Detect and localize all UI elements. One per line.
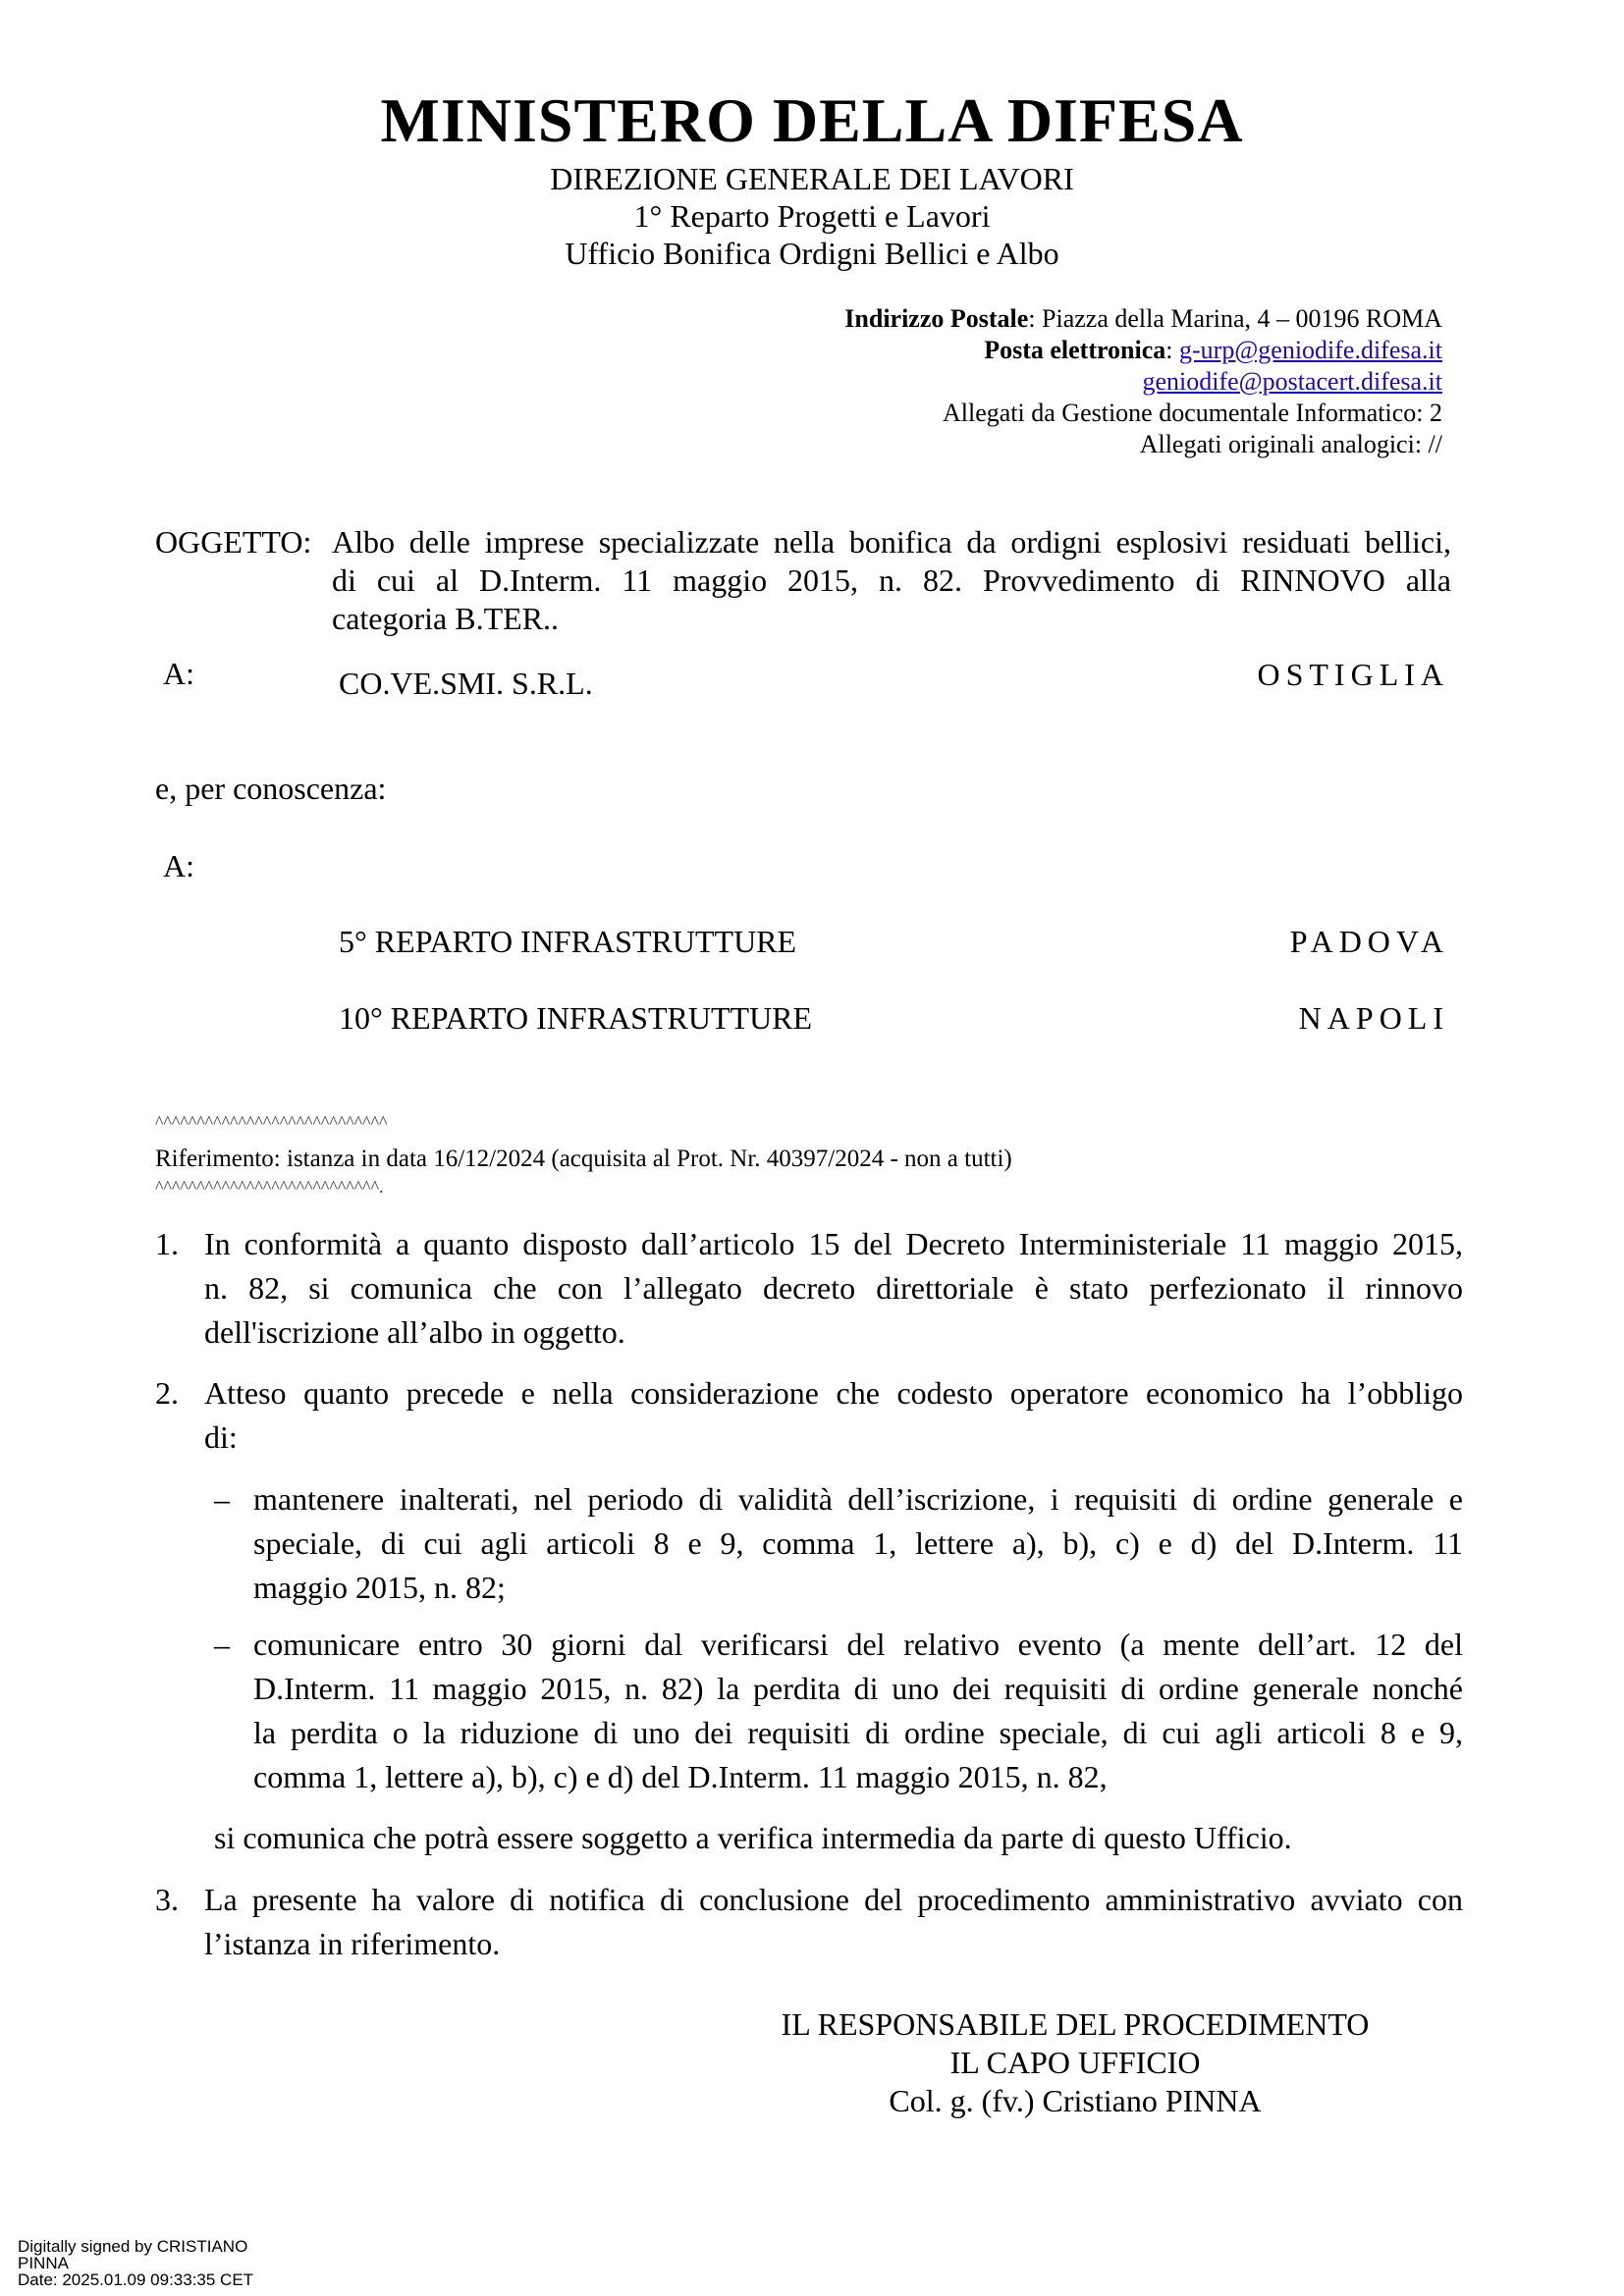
reference-text: Riferimento: istanza in data 16/12/2024 (acquisita al Prot. Nr. 40397/2024 - non a tutti) (155, 1146, 1012, 1172)
postal-address-label: Indirizzo Postale (844, 304, 1029, 333)
email-label: Posta elettronica (984, 336, 1166, 364)
paragraph-number: 3. (155, 1882, 179, 1917)
cc-recipient-city: NAPOLI (1298, 1000, 1449, 1036)
attachments-digital: Allegati da Gestione documentale Informatico: 2 (943, 399, 1442, 427)
cc-label: A: (163, 848, 194, 883)
recipient-label: A: (163, 656, 194, 691)
digital-signature-line: Digitally signed by CRISTIANO (18, 2237, 248, 2256)
dash-marker: – (214, 1627, 230, 1662)
postal-address-value: : Piazza della Marina, 4 – 00196 ROMA (1028, 304, 1442, 333)
directorate-name: DIREZIONE GENERALE DEI LAVORI (550, 161, 1074, 196)
digital-signature-line: PINNA (18, 2254, 69, 2272)
paragraph-line: l’istanza in riferimento. (204, 1926, 501, 1961)
subject-line: categoria B.TER.. (332, 601, 560, 636)
cc-recipient-name: 10° REPARTO INFRASTRUTTURE (339, 1000, 813, 1036)
cc-recipient-name: 5° REPARTO INFRASTRUTTURE (339, 924, 797, 959)
bullet-line: la perdita o la riduzione di uno dei requisiti di ordine speciale, di cui agli articoli 8 e 9, (253, 1715, 1463, 1750)
recipient-name: CO.VE.SMI. S.R.L. (339, 666, 593, 701)
bullet-line: speciale, di cui agli articoli 8 e 9, comma 1, lettere a), b), c) e d) del D.Interm. 11 (253, 1525, 1463, 1561)
signature-role: IL RESPONSABILE DEL PROCEDIMENTO (781, 2006, 1370, 2042)
office-name: Ufficio Bonifica Ordigni Bellici e Albo (565, 236, 1059, 271)
bullet-line: mantenere inalterati, nel periodo di validità dell’iscrizione, i requisiti di ordine generale e (253, 1481, 1463, 1517)
recipient-city: OSTIGLIA (1257, 657, 1449, 692)
paragraph-line: n. 82, si comunica che con l’allegato decreto direttoriale è stato perfezionato il rinnovo (204, 1270, 1463, 1306)
signature-title: IL CAPO UFFICIO (949, 2045, 1201, 2080)
email-link-pec[interactable]: geniodife@postacert.difesa.it (1142, 367, 1442, 396)
email-line (559, 335, 1442, 366)
reference-separator: ^^^^^^^^^^^^^^^^^^^^^^^^^^^^ (155, 1112, 388, 1132)
email-link-urp[interactable]: g-urp@geniodife.difesa.it (1179, 336, 1442, 364)
paragraph-line: dell'iscrizione all’albo in oggetto. (204, 1314, 625, 1350)
paragraph-number: 2. (155, 1375, 179, 1411)
contact-block (559, 303, 1442, 460)
pec-line (559, 366, 1442, 398)
paragraph-2-closing: si comunica che potrà essere soggetto a verifica intermedia da parte di questo Ufficio. (214, 1820, 1292, 1855)
paragraph-number: 1. (155, 1226, 179, 1261)
subject-text (332, 523, 1451, 638)
cc-recipient-city: PADOVA (1289, 924, 1449, 959)
bullet-line: comma 1, lettere a), b), c) e d) del D.Interm. 11 maggio 2015, n. 82, (253, 1759, 1108, 1794)
ministry-title: MINISTERO DELLA DIFESA (380, 85, 1244, 155)
paragraph-line: La presente ha valore di notifica di conclusione del procedimento amministrativo avviato con (204, 1882, 1463, 1917)
subject-label: OGGETTO: (155, 524, 312, 560)
digital-signature-stamp (18, 2238, 312, 2288)
bullet-line: maggio 2015, n. 82; (253, 1570, 506, 1605)
attachments-analog: Allegati originali analogici: // (1139, 430, 1442, 458)
postal-address (559, 303, 1442, 335)
paragraph-line: Atteso quanto precede e nella considerazione che codesto operatore economico ha l’obbligo (204, 1375, 1463, 1411)
cc-intro: e, per conoscenza: (155, 771, 387, 806)
department-name: 1° Reparto Progetti e Lavori (633, 198, 991, 234)
email-separator: : (1165, 336, 1180, 364)
digital-signature-date: Date: 2025.01.09 09:33:35 CET (18, 2270, 254, 2289)
subject-line: di cui al D.Interm. 11 maggio 2015, n. 82. Provvedimento di RINNOVO alla (332, 562, 1451, 598)
paragraph-line: di: (204, 1419, 238, 1455)
reference-separator-end: ^^^^^^^^^^^^^^^^^^^^^^^^^^^. (155, 1177, 384, 1197)
paragraph-line: In conformità a quanto disposto dall’articolo 15 del Decreto Interministeriale 11 maggio 2015, (204, 1226, 1463, 1261)
dash-marker: – (214, 1481, 230, 1517)
signature-name: Col. g. (fv.) Cristiano PINNA (889, 2083, 1262, 2118)
bullet-line: D.Interm. 11 maggio 2015, n. 82) la perdita di uno dei requisiti di ordine generale nonché (253, 1671, 1463, 1706)
subject-line: Albo delle imprese specializzate nella bonifica da ordigni esplosivi residuati bellici, (332, 524, 1451, 560)
bullet-line: comunicare entro 30 giorni dal verificarsi del relativo evento (a mente dell’art. 12 del (253, 1627, 1463, 1662)
